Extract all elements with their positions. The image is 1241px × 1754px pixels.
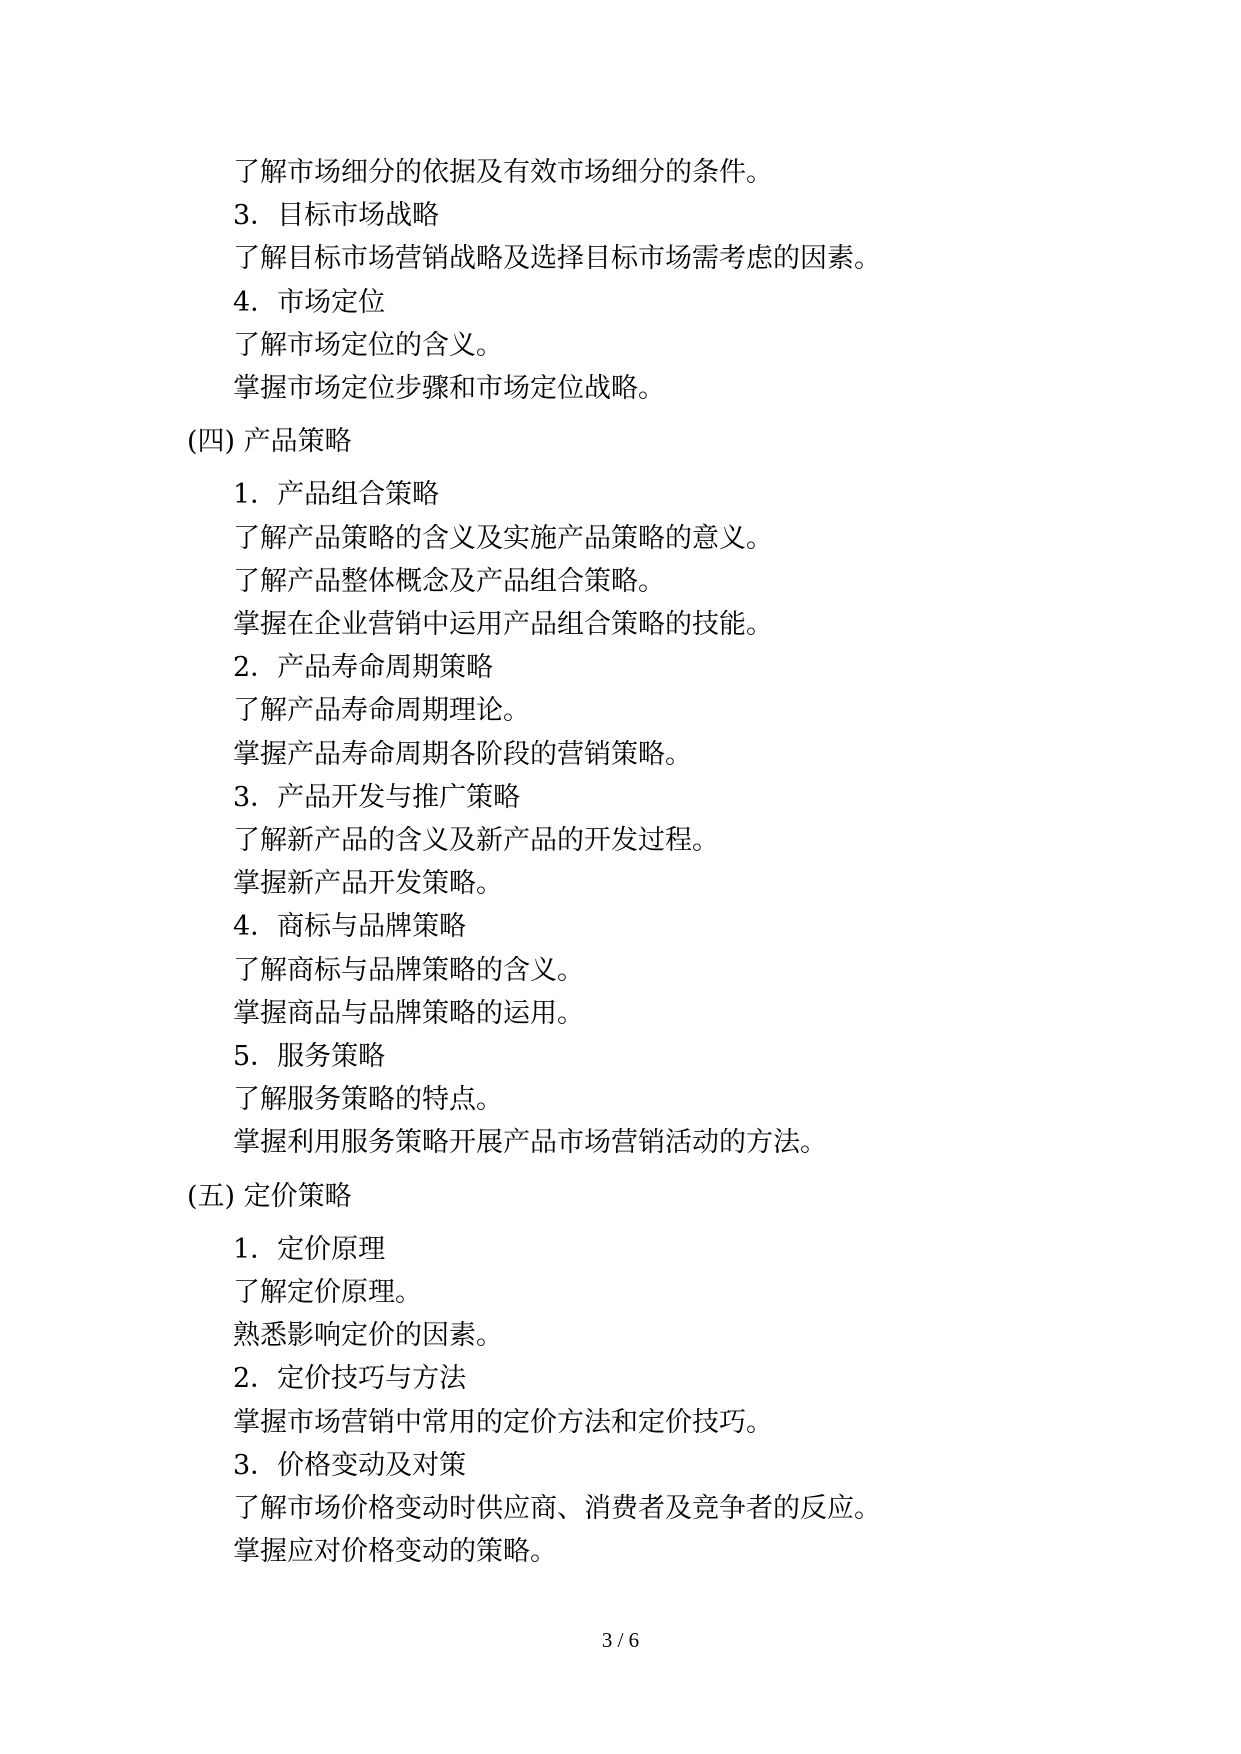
section-heading: (四) 产品策略 bbox=[187, 426, 352, 457]
body-line: 了解商标与品牌策略的含义。 bbox=[233, 955, 584, 986]
numbered-item: 4．市场定位 bbox=[233, 287, 386, 318]
body-line: 掌握市场营销中常用的定价方法和定价技巧。 bbox=[233, 1407, 773, 1438]
numbered-item: 3．价格变动及对策 bbox=[233, 1450, 467, 1481]
body-line: 掌握应对价格变动的策略。 bbox=[233, 1536, 557, 1567]
numbered-item: 1．定价原理 bbox=[233, 1234, 386, 1265]
body-line: 了解服务策略的特点。 bbox=[233, 1084, 503, 1115]
body-line: 了解目标市场营销战略及选择目标市场需考虑的因素。 bbox=[233, 243, 881, 274]
body-line: 了解定价原理。 bbox=[233, 1277, 422, 1308]
numbered-item: 3．目标市场战略 bbox=[233, 200, 440, 231]
numbered-item: 4．商标与品牌策略 bbox=[233, 911, 467, 942]
body-line: 掌握利用服务策略开展产品市场营销活动的方法。 bbox=[233, 1127, 827, 1158]
body-line: 掌握产品寿命周期各阶段的营销策略。 bbox=[233, 739, 692, 770]
body-line: 掌握商品与品牌策略的运用。 bbox=[233, 998, 584, 1029]
body-line: 了解产品寿命周期理论。 bbox=[233, 695, 530, 726]
page-number: 3 / 6 bbox=[601, 1628, 640, 1652]
numbered-item: 1．产品组合策略 bbox=[233, 479, 440, 510]
body-line: 了解新产品的含义及新产品的开发过程。 bbox=[233, 825, 719, 856]
body-line: 熟悉影响定价的因素。 bbox=[233, 1320, 503, 1351]
numbered-item: 2．产品寿命周期策略 bbox=[233, 652, 494, 683]
body-line: 掌握新产品开发策略。 bbox=[233, 868, 503, 899]
body-line: 了解市场细分的依据及有效市场细分的条件。 bbox=[233, 157, 773, 188]
body-line: 掌握在企业营销中运用产品组合策略的技能。 bbox=[233, 609, 773, 640]
numbered-item: 5．服务策略 bbox=[233, 1041, 386, 1072]
body-line: 了解市场价格变动时供应商、消费者及竞争者的反应。 bbox=[233, 1493, 881, 1524]
body-line: 掌握市场定位步骤和市场定位战略。 bbox=[233, 373, 665, 404]
body-line: 了解市场定位的含义。 bbox=[233, 330, 503, 361]
numbered-item: 2．定价技巧与方法 bbox=[233, 1363, 467, 1394]
body-line: 了解产品整体概念及产品组合策略。 bbox=[233, 566, 665, 597]
body-line: 了解产品策略的含义及实施产品策略的意义。 bbox=[233, 523, 773, 554]
numbered-item: 3．产品开发与推广策略 bbox=[233, 782, 521, 813]
section-heading: (五) 定价策略 bbox=[187, 1181, 352, 1212]
